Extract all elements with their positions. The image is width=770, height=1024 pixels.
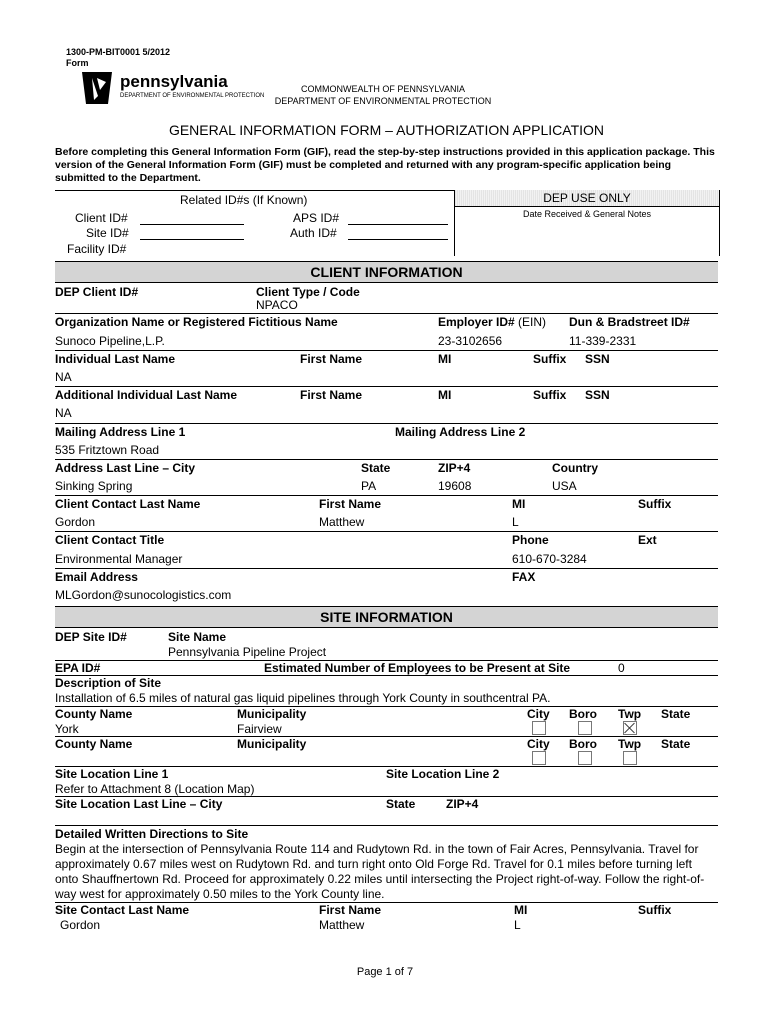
- logo-text: pennsylvania: [120, 72, 228, 91]
- twp-label: Twp: [618, 707, 642, 721]
- city-label: City: [527, 707, 550, 721]
- site-contact-suffix-label: Suffix: [638, 903, 672, 917]
- contact-title-label: Client Contact Title: [55, 533, 165, 547]
- county2-label: County Name: [55, 737, 133, 751]
- description-label: Description of Site: [55, 676, 162, 690]
- auth-id-label: Auth ID#: [290, 226, 337, 240]
- description-value[interactable]: Installation of 6.5 miles of natural gas liquid pipelines through York County in southcentral PA.: [55, 691, 551, 705]
- site-contact-first-label: First Name: [319, 903, 382, 917]
- boro-label: Boro: [569, 707, 597, 721]
- contact-first-label: First Name: [319, 497, 382, 511]
- loc1-value[interactable]: Refer to Attachment 8 (Location Map): [55, 782, 255, 796]
- agency-line-1: COMMONWEALTH OF PENNSYLVANIA: [300, 84, 466, 94]
- site-name-label: Site Name: [168, 630, 227, 644]
- form-label: Form: [66, 58, 89, 68]
- directions-value[interactable]: Begin at the intersection of Pennsylvania Route 114 and Rudytown Rd. in the town of Fair Acres, Pennsylvania. Travel for approximately 0.67 miles west on Rudytown Rd. and turn right onto Old Forge Rd. Travel for 0.1 miles before turning left onto Shauffnertown Rd. Proceed for approximately 0.22 miles until intersecting the Project right-of-way. Follow the right-of-way west for approximately 0.50 miles to the York County line.: [55, 842, 705, 901]
- contact-mi-label: MI: [512, 497, 526, 511]
- email-label: Email Address: [55, 570, 138, 584]
- ind-last-label: Individual Last Name: [55, 352, 176, 366]
- site-section-title: SITE INFORMATION: [55, 606, 718, 628]
- boro2-checkbox[interactable]: [578, 751, 592, 765]
- employees-value[interactable]: 0: [618, 661, 625, 675]
- keystone-logo-icon: [80, 70, 114, 106]
- email-value[interactable]: MLGordon@sunocologistics.com: [55, 588, 232, 602]
- page-title: GENERAL INFORMATION FORM – AUTHORIZATION APPLICATION: [168, 122, 605, 138]
- phone-value[interactable]: 610-670-3284: [512, 552, 587, 566]
- site-id-label: Site ID#: [86, 226, 129, 240]
- dep-site-id-label: DEP Site ID#: [55, 630, 127, 644]
- contact-mi-value[interactable]: L: [512, 515, 519, 529]
- site-contact-last-label: Site Contact Last Name: [55, 903, 190, 917]
- add-ind-mi-label: MI: [438, 388, 452, 402]
- dep-use-subheading: Date Received & General Notes: [522, 209, 652, 219]
- contact-last-label: Client Contact Last Name: [55, 497, 201, 511]
- mail1-value[interactable]: 535 Fritztown Road: [55, 443, 160, 457]
- dep-use-box: [454, 190, 720, 256]
- site-id-field[interactable]: [140, 239, 244, 240]
- facility-id-label: Facility ID#: [67, 242, 127, 256]
- ind-last-value[interactable]: NA: [55, 370, 72, 384]
- client-id-label: Client ID#: [75, 211, 128, 225]
- contact-title-value[interactable]: Environmental Manager: [55, 552, 183, 566]
- city-checkbox[interactable]: [532, 721, 546, 735]
- county-value[interactable]: York: [55, 722, 79, 736]
- aps-id-label: APS ID#: [293, 211, 340, 225]
- duns-label: Dun & Bradstreet ID#: [569, 315, 690, 329]
- add-ind-first-label: First Name: [300, 388, 363, 402]
- loc2-label: Site Location Line 2: [386, 767, 500, 781]
- twp2-label: Twp: [618, 737, 642, 751]
- add-ind-ssn-label: SSN: [585, 388, 610, 402]
- ind-first-label: First Name: [300, 352, 363, 366]
- aps-id-field[interactable]: [348, 224, 448, 225]
- ind-suffix-label: Suffix: [533, 352, 567, 366]
- boro-checkbox[interactable]: [578, 721, 592, 735]
- duns-value[interactable]: 11-339-2331: [569, 334, 637, 348]
- addr-state-value[interactable]: PA: [361, 479, 377, 493]
- loc-state-label: State: [386, 797, 416, 811]
- employer-id-label: Employer ID# (EIN): [438, 315, 547, 329]
- loc-zip-label: ZIP+4: [446, 797, 479, 811]
- site-contact-mi-value[interactable]: L: [514, 918, 521, 932]
- ind-mi-label: MI: [438, 352, 452, 366]
- site-contact-mi-label: MI: [514, 903, 528, 917]
- addr-last-label: Address Last Line – City: [55, 461, 196, 475]
- agency-line-2: DEPARTMENT OF ENVIRONMENTAL PROTECTION: [274, 96, 492, 106]
- addr-zip-label: ZIP+4: [438, 461, 471, 475]
- add-ind-last-label: Additional Individual Last Name: [55, 388, 238, 402]
- epa-id-label: EPA ID#: [55, 661, 101, 675]
- municipality2-label: Municipality: [237, 737, 307, 751]
- add-ind-suffix-label: Suffix: [533, 388, 567, 402]
- employer-id-value[interactable]: 23-3102656: [438, 334, 503, 348]
- city2-label: City: [527, 737, 550, 751]
- ind-ssn-label: SSN: [585, 352, 610, 366]
- municipality-label: Municipality: [237, 707, 307, 721]
- site-contact-last-value[interactable]: Gordon: [60, 918, 101, 932]
- dep-use-heading: DEP USE ONLY: [455, 190, 719, 207]
- contact-suffix-label: Suffix: [638, 497, 672, 511]
- add-ind-last-value[interactable]: NA: [55, 406, 72, 420]
- fax-label: FAX: [512, 570, 536, 584]
- directions-label: Detailed Written Directions to Site: [55, 827, 249, 841]
- addr-country-label: Country: [552, 461, 598, 475]
- municipality-value[interactable]: Fairview: [237, 722, 282, 736]
- contact-first-value[interactable]: Matthew: [319, 515, 365, 529]
- muni2-state-label: State: [661, 737, 691, 751]
- employees-label: Estimated Number of Employees to be Present at Site: [264, 661, 571, 675]
- client-type-label: Client Type / Code: [256, 285, 360, 299]
- mail1-label: Mailing Address Line 1: [55, 425, 186, 439]
- org-name-value[interactable]: Sunoco Pipeline,L.P.: [55, 334, 165, 348]
- addr-last-value[interactable]: Sinking Spring: [55, 479, 133, 493]
- addr-country-value[interactable]: USA: [552, 479, 577, 493]
- org-name-label: Organization Name or Registered Fictitious Name: [55, 315, 338, 329]
- loc-last-label: Site Location Last Line – City: [55, 797, 223, 811]
- loc1-label: Site Location Line 1: [55, 767, 169, 781]
- related-ids-heading: Related ID#s (If Known): [180, 193, 308, 207]
- auth-id-field[interactable]: [348, 239, 448, 240]
- instructions: Before completing this General Information Form (GIF), read the step-by-step instructions provided in this application package. This version of the General Information Form (GIF) must be completed and returned with any program-specific application being submitted to the Department.: [55, 146, 715, 184]
- client-id-field[interactable]: [140, 224, 244, 225]
- site-contact-first-value[interactable]: Matthew: [319, 918, 365, 932]
- addr-state-label: State: [361, 461, 391, 475]
- client-type-value: NPACO: [256, 298, 298, 312]
- twp-checkbox[interactable]: [623, 721, 637, 735]
- form-code: 1300-PM-BIT0001 5/2012: [66, 47, 171, 57]
- page-number: Page 1 of 7: [356, 966, 414, 978]
- site-name-value[interactable]: Pennsylvania Pipeline Project: [168, 645, 327, 659]
- city2-checkbox[interactable]: [532, 751, 546, 765]
- muni-state-label: State: [661, 707, 691, 721]
- addr-zip-value[interactable]: 19608: [438, 479, 472, 493]
- mail2-label: Mailing Address Line 2: [395, 425, 526, 439]
- twp2-checkbox[interactable]: [623, 751, 637, 765]
- boro2-label: Boro: [569, 737, 597, 751]
- county-label: County Name: [55, 707, 133, 721]
- client-section-title: CLIENT INFORMATION: [55, 261, 718, 283]
- dep-client-id-label: DEP Client ID#: [55, 285, 139, 299]
- contact-last-value[interactable]: Gordon: [55, 515, 96, 529]
- ext-label: Ext: [638, 533, 657, 547]
- phone-label: Phone: [512, 533, 549, 547]
- logo-subtext: DEPARTMENT OF ENVIRONMENTAL PROTECTION: [120, 93, 265, 99]
